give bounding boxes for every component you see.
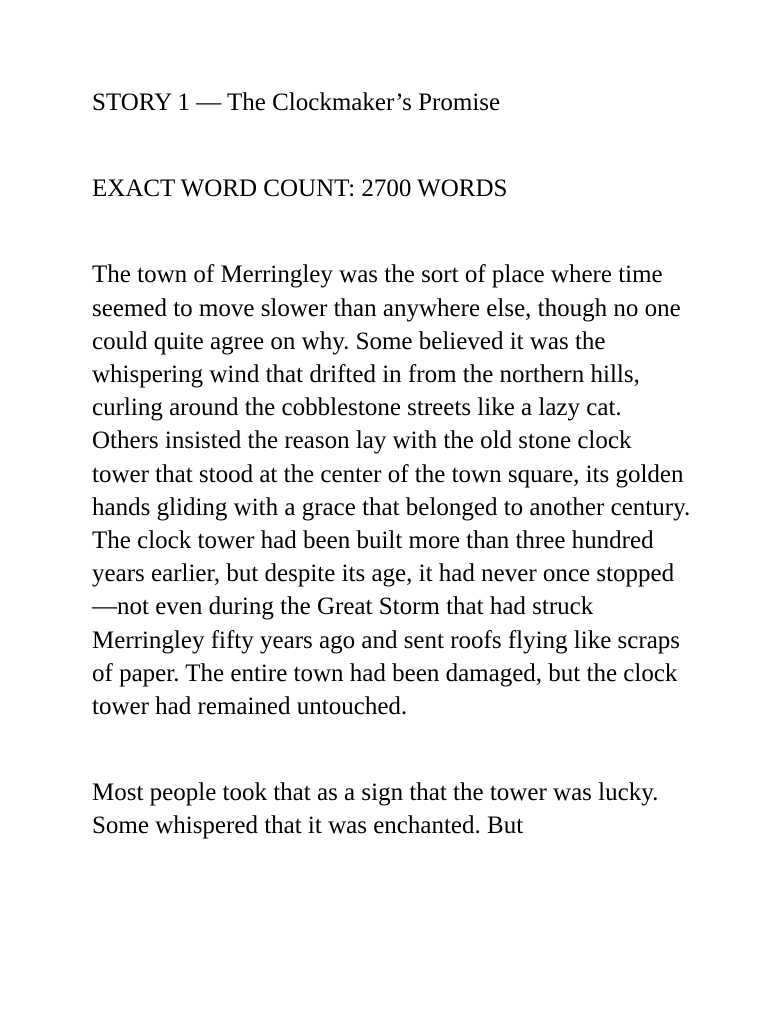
word-count-line: EXACT WORD COUNT: 2700 WORDS <box>92 175 508 203</box>
story-title: STORY 1 — The Clockmaker’s Promise <box>92 89 501 116</box>
document-body <box>92 86 692 896</box>
body-paragraph: The town of Merringley was the sort of place where time seemed to move slower than anywhere else, though no one could quite agree on why. Some believed it was the whispering wind that drifted in from the northern hills, curling around the cobblestone streets like a lazy cat. Others insisted the reason lay with the old stone clock tower that stood at the center of the town square, its golden hands gliding with a grace that belonged to another century. The clock tower had been built more than three hundred years earlier, but despite its age, it had never once stopped—not even during the Great Storm that had struck Merringley fifty years ago and sent roofs flying like scraps of paper. The entire town had been damaged, but the clock tower had remained untouched. <box>92 261 691 721</box>
body-paragraph: Most people took that as a sign that the tower was lucky. Some whispered that it was enchanted. But <box>92 779 659 840</box>
